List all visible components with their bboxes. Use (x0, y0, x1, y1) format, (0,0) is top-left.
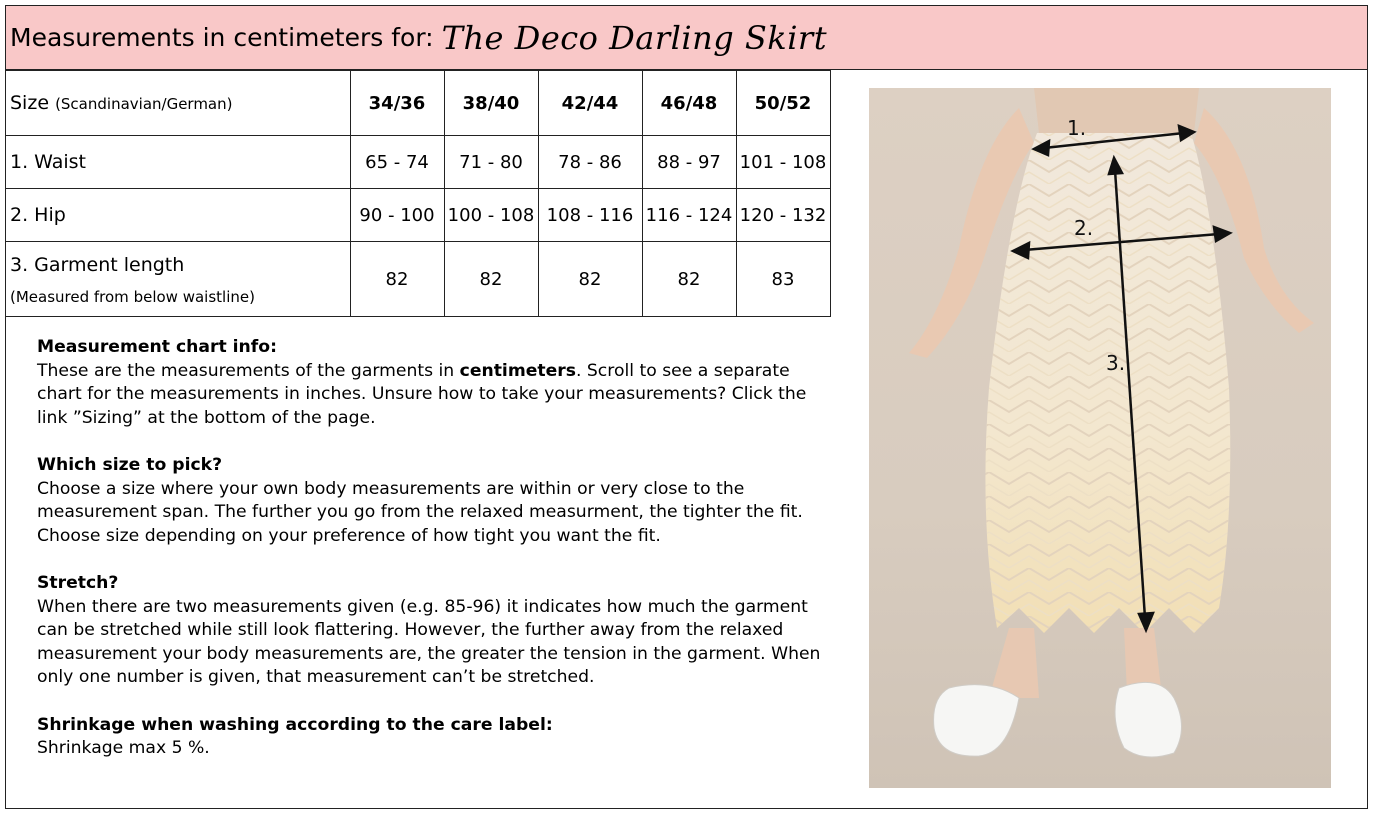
table-cell: 88 - 97 (642, 136, 736, 189)
row-label: 2. Hip (6, 189, 350, 242)
table-cell: 108 - 116 (538, 189, 642, 242)
chart-info-bold: centimeters (459, 360, 576, 381)
table-cell: 90 - 100 (350, 189, 444, 242)
table-cell: 71 - 80 (444, 136, 538, 189)
chart-info-text-part: . Scroll to see a separate chart for the measurements in inches. Unsure how to take your measurements? Click the link ”Sizing” at the bottom of the page. (37, 360, 807, 428)
row-label: 1. Waist (6, 136, 350, 189)
chart-header (6, 6, 1367, 70)
size-header-cell (6, 71, 350, 136)
size-column-header: 46/48 (642, 71, 736, 136)
table-row-length (6, 242, 830, 317)
pick-text: Choose a size where your own body measurements are within or very close to the measurement span. The further you go from the relaxed measurment, the tighter the fit. Choose size depending on your preference of how tight you want the fit. (37, 478, 803, 546)
row-label-cell (6, 242, 350, 317)
size-column-header: 42/44 (538, 71, 642, 136)
size-column-header: 50/52 (736, 71, 830, 136)
size-table (6, 70, 831, 317)
table-cell: 65 - 74 (350, 136, 444, 189)
table-cell: 78 - 86 (538, 136, 642, 189)
table-cell: 116 - 124 (642, 189, 736, 242)
table-cell: 82 (350, 242, 444, 317)
size-column-header: 34/36 (350, 71, 444, 136)
table-cell: 82 (538, 242, 642, 317)
size-chart-frame (5, 5, 1368, 809)
pick-heading: Which size to pick? (37, 454, 223, 475)
table-cell: 100 - 108 (444, 189, 538, 242)
chart-info-text (37, 360, 837, 431)
stretch-heading: Stretch? (37, 572, 119, 593)
stretch-text: When there are two measurements given (e.g. 85-96) it indicates how much the garment can be stretched while still look flattering. However, the further away from the relaxed measurement your body measurements are, the greater the tension in the garment. When only one number is given, that measurement can’t be stretched. (37, 596, 821, 688)
chart-info-heading: Measurement chart info: (37, 337, 277, 357)
label-1: 1. (1067, 116, 1087, 140)
chart-info-text-part: These are the measurements of the garments in (37, 360, 460, 381)
label-2: 2. (1074, 216, 1094, 240)
header-prefix: Measurements in centimeters for: (10, 23, 434, 52)
table-cell: 82 (444, 242, 538, 317)
product-name: The Deco Darling Skirt (441, 18, 828, 57)
table-cell: 101 - 108 (736, 136, 830, 189)
info-section (37, 336, 837, 761)
table-cell: 82 (642, 242, 736, 317)
row-note: (Measured from below waistline) (10, 287, 255, 306)
table-cell: 83 (736, 242, 830, 317)
shrinkage-text: Shrinkage max 5 %. (37, 738, 210, 759)
row-label: 3. Garment length (10, 253, 185, 276)
size-label: Size (10, 92, 50, 114)
table-header-row (6, 71, 830, 136)
skirt-photo (869, 88, 1331, 788)
table-row-hip (6, 189, 830, 242)
skirt-illustration (869, 88, 1331, 788)
label-3: 3. (1106, 351, 1126, 375)
table-row-waist (6, 136, 830, 189)
shrinkage-heading: Shrinkage when washing according to the care label: (37, 714, 553, 735)
size-column-header: 38/40 (444, 71, 538, 136)
table-cell: 120 - 132 (736, 189, 830, 242)
size-note: (Scandinavian/German) (55, 95, 233, 113)
